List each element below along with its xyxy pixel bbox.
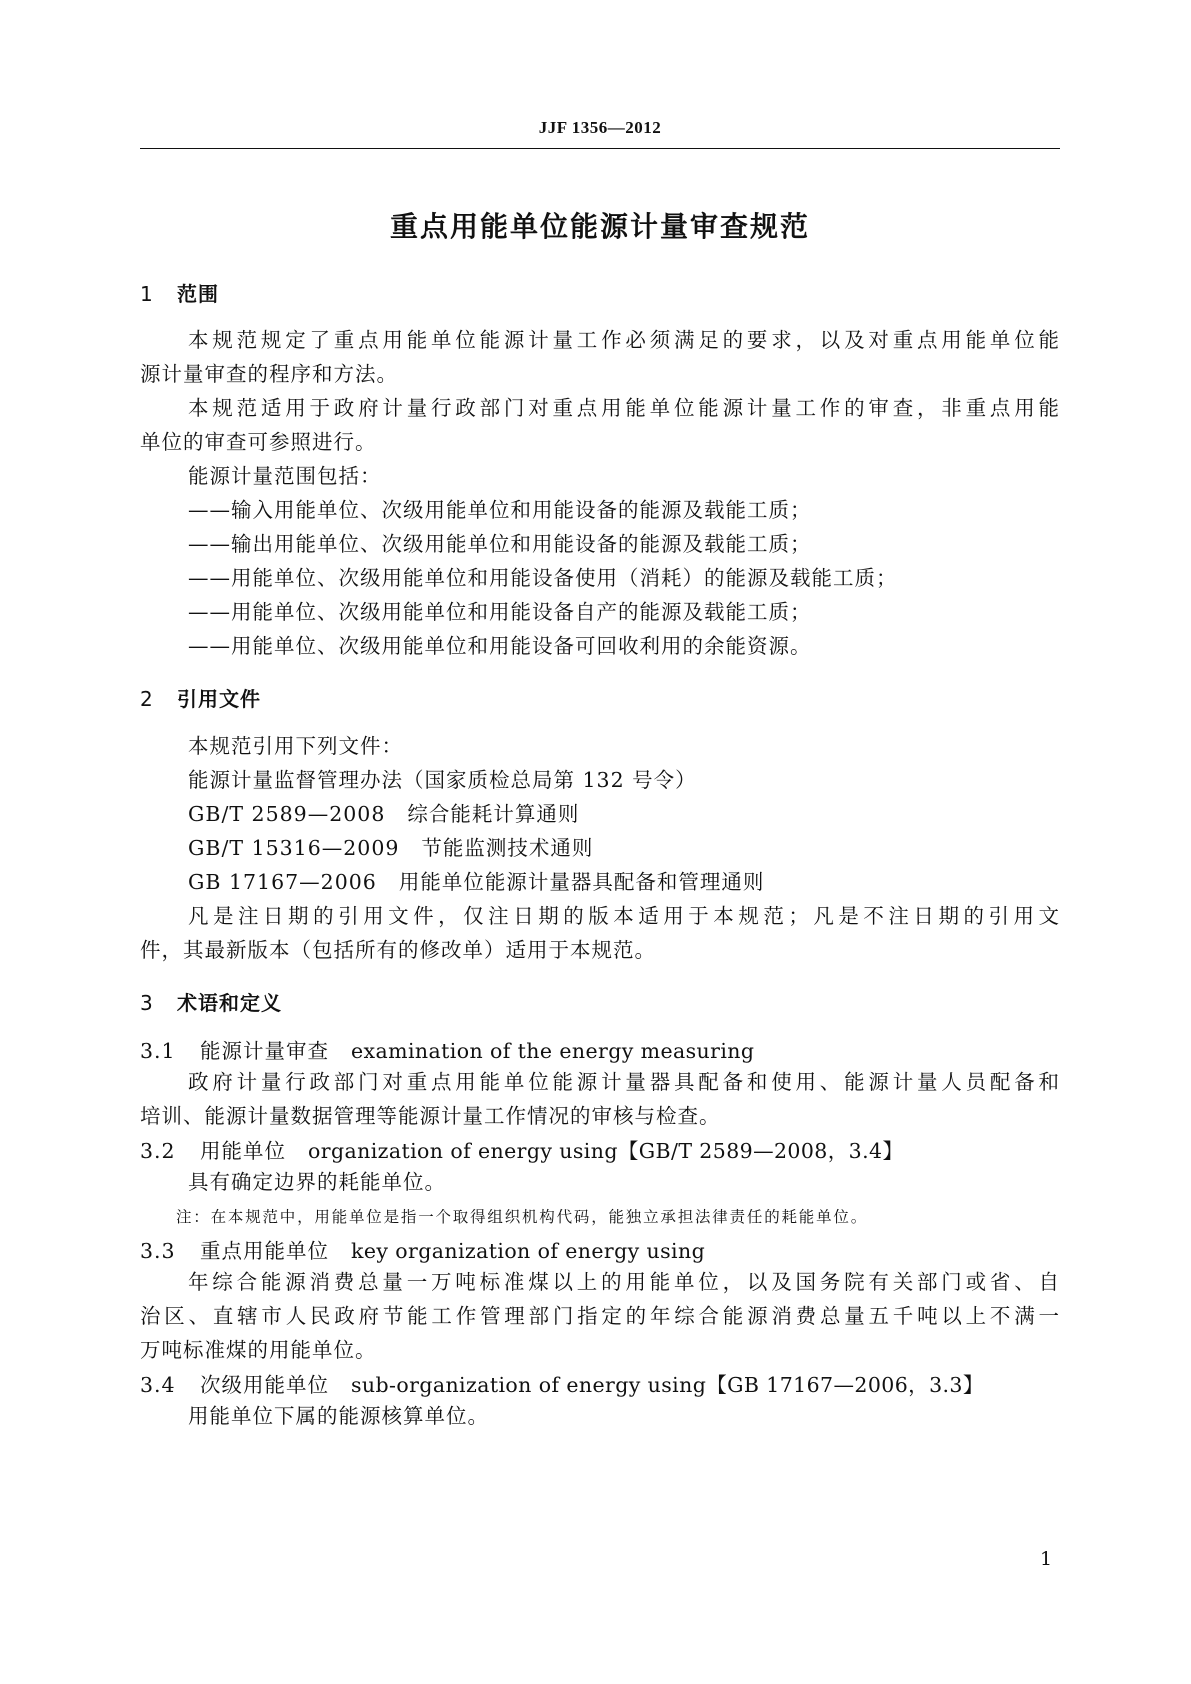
page-number: 1 bbox=[1040, 1548, 1053, 1570]
term-number: 3.4 bbox=[140, 1373, 176, 1397]
section-2-heading bbox=[140, 683, 261, 712]
list-item: ——用能单位、次级用能单位和用能设备自产的能源及载能工质； bbox=[188, 600, 812, 624]
reference-item bbox=[188, 865, 1060, 899]
section-number: 1 bbox=[140, 282, 154, 306]
paragraph-line: 能源计量范围包括： bbox=[188, 464, 382, 488]
reference-code: GB/T 2589—2008 bbox=[188, 802, 386, 826]
section-title: 引用文件 bbox=[177, 687, 261, 711]
paragraph-line: 凡是注日期的引用文件，仅注日期的版本适用于本规范；凡是不注日期的引用文 bbox=[188, 904, 1060, 928]
term-english: organization of energy using bbox=[308, 1139, 618, 1163]
list-item: ——输入用能单位、次级用能单位和用能设备的能源及载能工质； bbox=[188, 498, 812, 522]
definition-line: 培训、能源计量数据管理等能源计量工作情况的审核与检查。 bbox=[140, 1104, 721, 1128]
section-number: 3 bbox=[140, 991, 154, 1015]
reference-code: GB 17167—2006 bbox=[188, 870, 377, 894]
reference-item bbox=[188, 797, 1060, 831]
term-number: 3.1 bbox=[140, 1039, 176, 1063]
term-english: examination of the energy measuring bbox=[351, 1039, 755, 1063]
paragraph-line: 本规范引用下列文件： bbox=[188, 734, 403, 758]
note-text: 注：在本规范中，用能单位是指一个取得组织机构代码，能独立承担法律责任的耗能单位。 bbox=[176, 1208, 869, 1226]
reference-name: 综合能耗计算通则 bbox=[407, 802, 580, 826]
term-3-3 bbox=[140, 1234, 705, 1264]
section-title: 术语和定义 bbox=[177, 991, 282, 1015]
term-source-ref: 【GB/T 2589—2008，3.4】 bbox=[617, 1139, 904, 1163]
section-title: 范围 bbox=[177, 282, 219, 306]
reference-code: GB/T 15316—2009 bbox=[188, 836, 400, 860]
section-1-heading bbox=[140, 278, 219, 307]
term-3-1 bbox=[140, 1034, 754, 1064]
definition-line: 政府计量行政部门对重点用能单位能源计量器具配备和使用、能源计量人员配备和 bbox=[188, 1070, 1060, 1094]
list-item: ——输出用能单位、次级用能单位和用能设备的能源及载能工质； bbox=[188, 532, 812, 556]
definition-line: 具有确定边界的耗能单位。 bbox=[188, 1170, 446, 1194]
paragraph-line: 本规范规定了重点用能单位能源计量工作必须满足的要求，以及对重点用能单位能 bbox=[188, 328, 1060, 352]
reference-code: 能源计量监督管理办法（国家质检总局第 132 号令） bbox=[188, 768, 697, 792]
paragraph-line: 单位的审查可参照进行。 bbox=[140, 430, 377, 454]
section-number: 2 bbox=[140, 687, 154, 711]
definition-line: 万吨标准煤的用能单位。 bbox=[140, 1338, 377, 1362]
document-title: 重点用能单位能源计量审查规范 bbox=[389, 210, 810, 243]
reference-name: 用能单位能源计量器具配备和管理通则 bbox=[398, 870, 765, 894]
term-3-2 bbox=[140, 1134, 903, 1164]
term-number: 3.2 bbox=[140, 1139, 176, 1163]
reference-item bbox=[188, 763, 1060, 797]
list-item: ——用能单位、次级用能单位和用能设备可回收利用的余能资源。 bbox=[188, 634, 812, 658]
definition-line: 年综合能源消费总量一万吨标准煤以上的用能单位，以及国务院有关部门或省、自 bbox=[188, 1270, 1060, 1294]
term-chinese: 次级用能单位 bbox=[200, 1373, 329, 1397]
reference-name: 节能监测技术通则 bbox=[421, 836, 594, 860]
reference-item bbox=[188, 831, 1060, 865]
term-english: key organization of energy using bbox=[351, 1239, 706, 1263]
header-rule bbox=[140, 148, 1060, 149]
definition-line: 治区、直辖市人民政府节能工作管理部门指定的年综合能源消费总量五千吨以上不满一 bbox=[140, 1304, 1060, 1328]
paragraph-line: 本规范适用于政府计量行政部门对重点用能单位能源计量工作的审查，非重点用能 bbox=[188, 396, 1060, 420]
term-3-4 bbox=[140, 1368, 984, 1398]
list-item: ——用能单位、次级用能单位和用能设备使用（消耗）的能源及载能工质； bbox=[188, 566, 898, 590]
term-chinese: 能源计量审查 bbox=[200, 1039, 329, 1063]
term-chinese: 用能单位 bbox=[200, 1139, 286, 1163]
paragraph-line: 件，其最新版本（包括所有的修改单）适用于本规范。 bbox=[140, 938, 656, 962]
term-english: sub-organization of energy using bbox=[351, 1373, 707, 1397]
term-number: 3.3 bbox=[140, 1239, 176, 1263]
definition-line: 用能单位下属的能源核算单位。 bbox=[188, 1404, 489, 1428]
term-source-ref: 【GB 17167—2006，3.3】 bbox=[706, 1373, 984, 1397]
paragraph-line: 源计量审查的程序和方法。 bbox=[140, 362, 398, 386]
section-3-heading bbox=[140, 987, 282, 1016]
term-chinese: 重点用能单位 bbox=[200, 1239, 329, 1263]
page-header-code: JJF 1356—2012 bbox=[538, 118, 662, 137]
